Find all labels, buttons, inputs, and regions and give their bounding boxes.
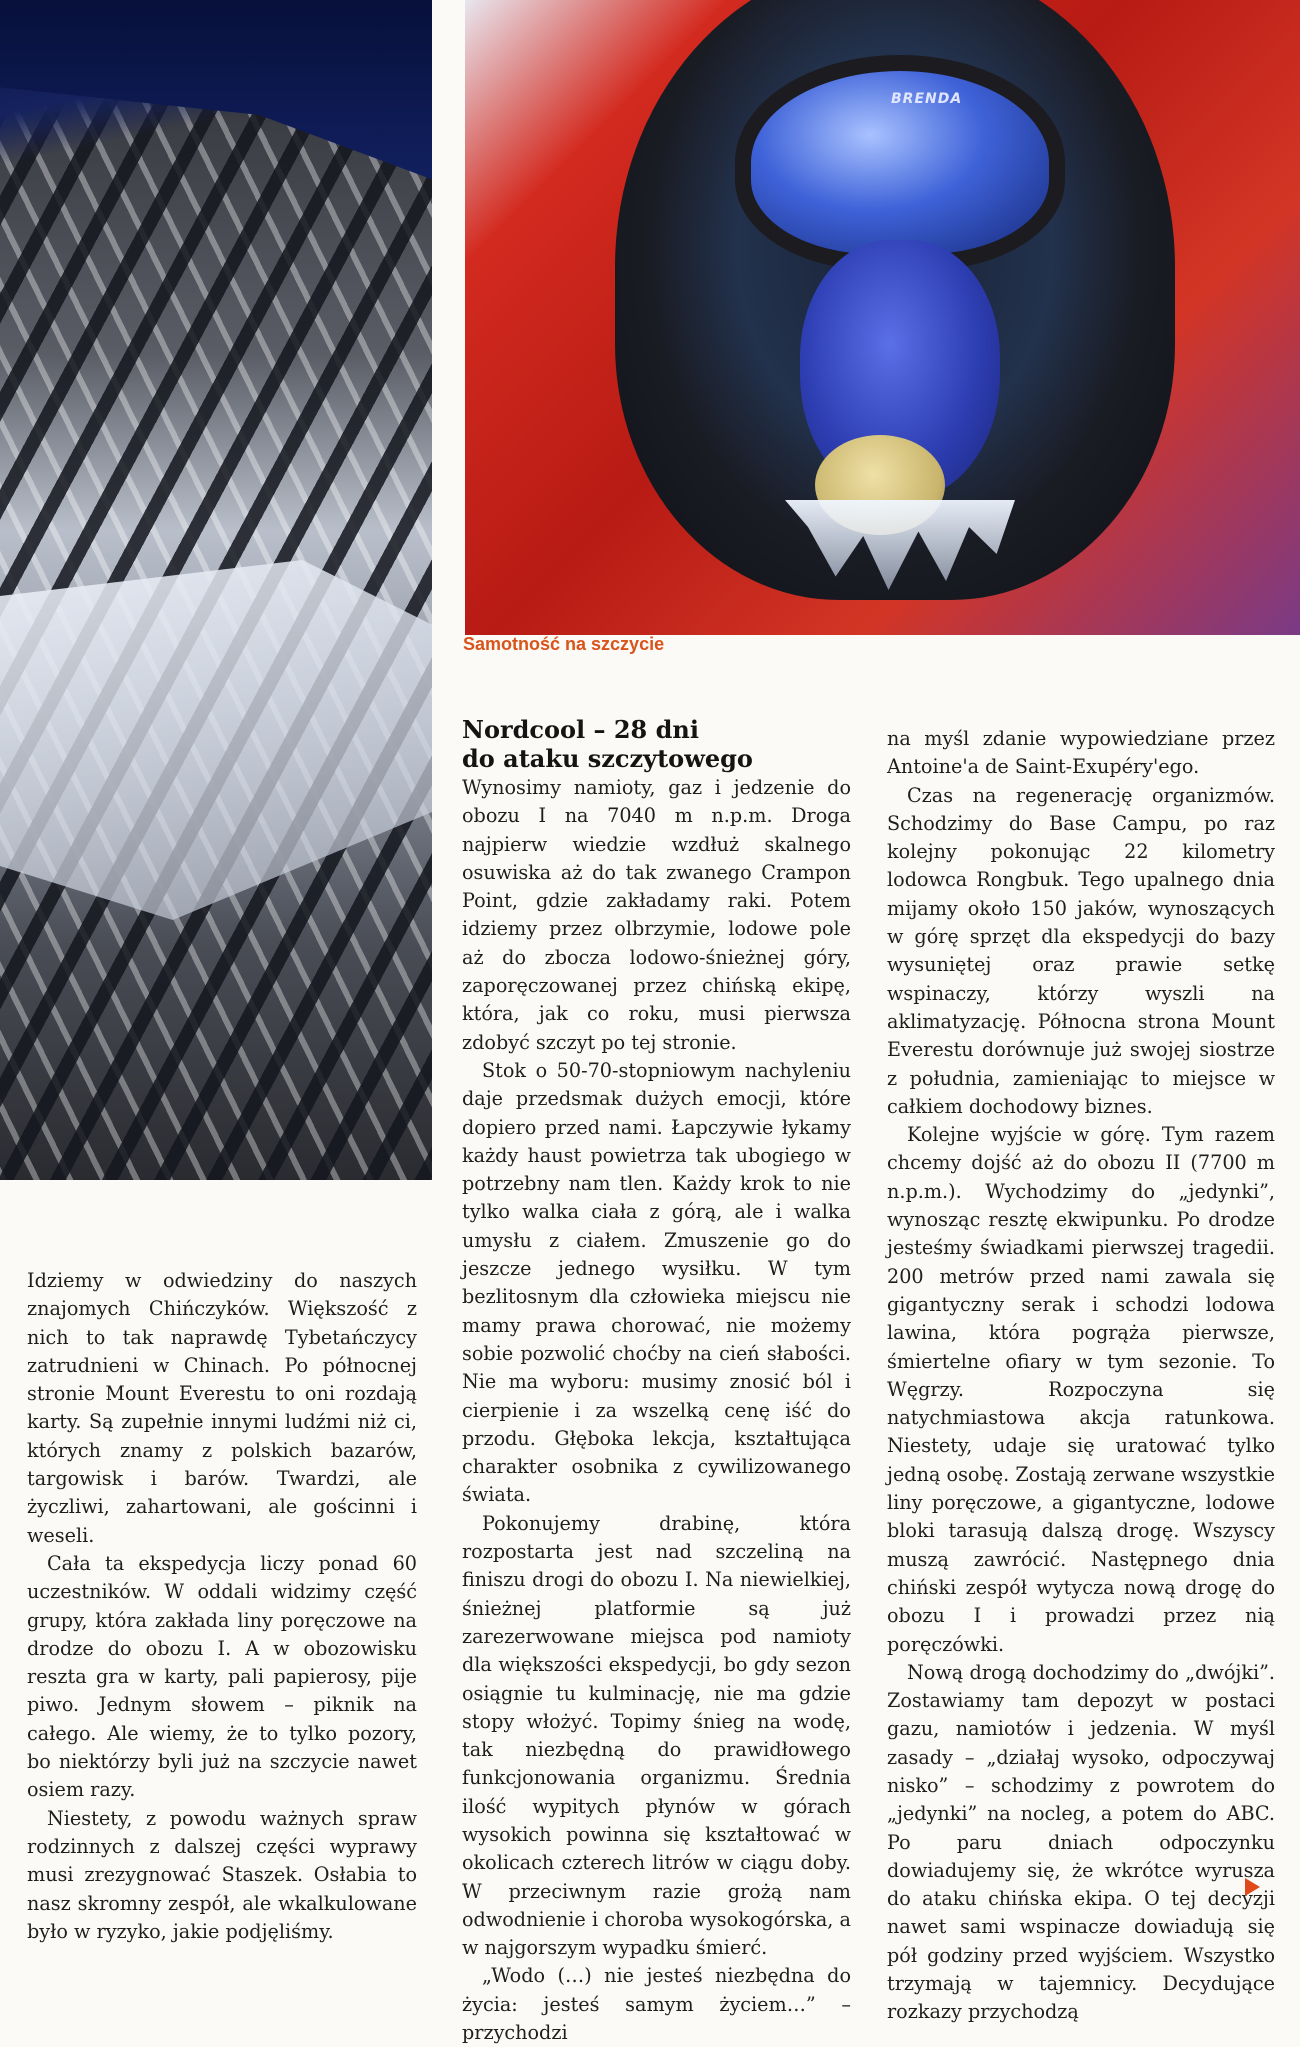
paragraph: Nową drogą dochodzimy do „dwójki”. Zostawiamy tam depozyt w postaci gazu, namiotów i jedzenia. W myśl zasady – „działaj wysoko, odpoczywaj nisko” – schodzimy z powrotem do „jedynki” na nocleg, a potem do ABC. Po paru dniach odpoczynku dowiadujemy się, że wkrótce wyrusza do ataku chińska ekipa. O tej decyzji nawet sami wspinacze dowiadują się pół godziny przed wyjściem. Wszystko trzymają w tajemnicy. Decydujące rozkazy przychodzą <box>887 1660 1275 2024</box>
climber-summit-photo <box>465 0 1300 635</box>
mountain-photo <box>0 0 432 1180</box>
article-headline <box>462 715 862 773</box>
paragraph: Cała ta ekspedycja liczy ponad 60 uczestników. W oddali widzimy część grupy, która zakłada liny poręczowe na drodze do obozu I. A w obozowisku reszta gra w karty, pali papierosy, pije piwo. Jednym słowem – piknik na całego. Ale wiemy, że to tylko pozory, bo niektórzy byli już na szczycie nawet osiem razy. <box>27 1551 417 1802</box>
mountain-snowfield <box>0 560 432 920</box>
paragraph: Czas na regenerację organizmów. Schodzimy do Base Campu, po raz kolejny pokonując 22 kilometry lodowca Rongbuk. Tego upalnego dnia mijamy około 150 jaków, wynoszących w górę sprzęt dla ekspedycji do bazy wysuniętej oraz prawie setkę wspinaczy, którzy wyszli na aklimatyzację. Północna strona Mount Everestu dorównuje już swojej siostrze z południa, zamieniając to miejsce w całkiem dochodowy biznes. <box>887 783 1275 1118</box>
text-column-right <box>887 725 1275 2027</box>
paragraph: Kolejne wyjście w górę. Tym razem chcemy dojść aż do obozu II (7700 m n.p.m.). Wychodzimy do „jedynki”, wynosząc resztę ekwipunku. Po drodze jesteśmy świadkami pierwszej tragedii. 200 metrów przed nami zawala się gigantyczny serak i schodzi lodowa lawina, która pogrąża pierwsze, śmiertelne ofiary w tym sezonie. To Węgrzy. Rozpoczyna się natychmiastowa akcja ratunkowa. Niestety, udaje się uratować tylko jedną osobę. Zostają zerwane wszystkie liny poręczowe, a gigantyczne, lodowe bloki tarasują dalszą drogę. Wszyscy muszą zawrócić. Następnego dnia chiński zespół wytycza nową drogę do obozu I i prowadzi przez nią poręczówki. <box>887 1123 1275 1656</box>
paragraph: Pokonujemy drabinę, która rozpostarta jest nad szczeliną na finiszu drogi do obozu I. Na niewielkiej, śnieżnej platformie są już zarezerwowane miejsca pod namioty dla większości ekspedycji, bo gdy sezon osiągnie tu kulminację, nie ma gdzie stopy włożyć. Topimy śnieg na wodę, tak niezbędną do prawidłowego funkcjonowania organizmu. Średnia ilość wypitych płynów w górach wysokich powinna się kształtować w okolicach czterech litrów w ciągu doby. W przeciwnym razie grożą nam odwodnienie i choroba wysokogórska, a w najgorszym wypadku śmierć. <box>462 1511 851 1960</box>
continue-arrow-icon <box>1245 1878 1260 1896</box>
paragraph: Stok o 50-70-stopniowym nachyleniu daje przedsmak dużych emocji, które dopiero przed nami. Łapczywie łykamy każdy haust powietrza tak ubogiego w potrzebny nam tlen. Każdy krok to nie tylko walka ciała z górą, ale i walka umysłu z ciałem. Zmuszenie go do jeszcze jednego wysiłku. W tym bezlitosnym dla człowieka miejscu nie mamy prawa chorować, nie możemy sobie pozwolić choćby na cień słabości. Nie ma wyboru: musimy znosić ból i cierpienie i za wszelką cenę iść do przodu. Głęboka lekcja, kształtująca charakter osobnika z cywilizowanego świata. <box>462 1058 851 1507</box>
climber-goggles <box>735 55 1065 270</box>
paragraph: na myśl zdanie wypowiedziane przez Antoine'a de Saint-Exupéry'ego. <box>887 727 1275 779</box>
paragraph: Idziemy w odwiedziny do naszych znajomych Chińczyków. Większość z nich to tak naprawdę Tybetańczycy zatrudnieni w Chinach. Po północnej stronie Mount Everestu to oni rozdają karty. Są zupełnie innymi ludźmi niż ci, których znamy z polskich bazarów, targowisk i barów. Twardzi, ale życzliwi, zahartowani, ale gościnni i weseli. <box>27 1269 417 1547</box>
mountain-sky <box>0 0 432 230</box>
photo-caption: Samotność na szczycie <box>463 634 665 654</box>
headline-line-2: do ataku szczytowego <box>462 744 753 773</box>
text-column-middle <box>462 774 851 2047</box>
paragraph: Wynosimy namioty, gaz i jedzenie do obozu I na 7040 m n.p.m. Droga najpierw wiedzie wzdłuż skalnego osuwiska aż do tak zwanego Crampon Point, gdzie zakładamy raki. Potem idziemy przez olbrzymie, lodowe pole aż do zbocza lodowo-śnieżnej góry, zaporęczowanej przez chińską ekipę, która, jak co roku, musi pierwsza zdobyć szczyt po tej stronie. <box>462 776 851 1054</box>
paragraph: Niestety, z powodu ważnych spraw rodzinnych z dalszej części wyprawy musi zrezygnować Staszek. Osłabia to nasz skromny zespół, ale wkalkulowane było w ryzyko, jakie podjęliśmy. <box>27 1806 417 1943</box>
paragraph: „Wodo (…) nie jesteś niezbędna do życia: jesteś samym życiem…” – przychodzi <box>462 1964 851 2045</box>
text-column-left <box>27 1267 417 1946</box>
goggle-brand-text: BRENDA <box>891 91 963 107</box>
headline-line-1: Nordcool – 28 dni <box>462 715 699 744</box>
